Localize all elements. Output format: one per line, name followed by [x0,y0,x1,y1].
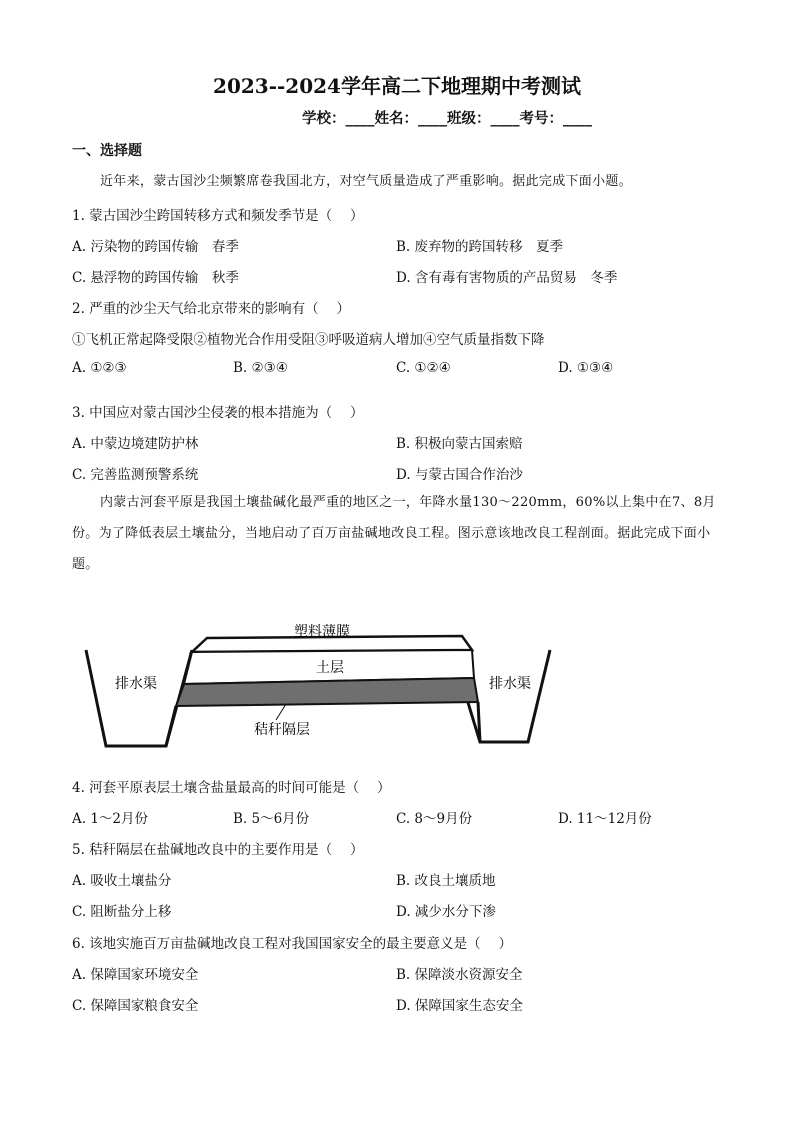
question-4-option-d[interactable]: D. 11～12月份 [558,811,652,827]
question-4-stem: 4. 河套平原表层土壤含盐量最高的时间可能是（ ） [72,780,391,796]
question-4-option-b[interactable]: B. 5～6月份 [233,811,310,827]
question-1-stem: 1. 蒙古国沙尘跨国转移方式和频发季节是（ ） [72,208,364,224]
question-1-option-d[interactable]: D. 含有毒有害物质的产品贸易 冬季 [396,270,618,286]
question-1-option-a[interactable]: A. 污染物的跨国传输 春季 [72,239,239,255]
embankment-right-side [478,702,480,742]
label-ditch-left: 排水渠 [115,677,157,692]
question-5-option-c[interactable]: C. 阻断盐分上移 [72,904,172,920]
question-2-option-a[interactable]: A. ①②③ [72,360,127,376]
label-plastic-film: 塑料薄膜 [294,625,350,640]
embankment-left-side [166,706,176,746]
question-5-option-d[interactable]: D. 减少水分下渗 [396,904,496,920]
question-1-option-b[interactable]: B. 废弃物的跨国转移 夏季 [396,239,564,255]
question-2-stem: 2. 严重的沙尘天气给北京带来的影响有（ ） [72,301,350,317]
question-6-option-b[interactable]: B. 保障淡水资源安全 [396,967,523,983]
label-straw-layer: 秸秆隔层 [254,723,310,738]
question-3-option-a[interactable]: A. 中蒙边境建防护林 [72,436,199,452]
question-5-option-b[interactable]: B. 改良土壤质地 [396,873,496,889]
passage-2: 内蒙古河套平原是我国土壤盐碱化最严重的地区之一，年降水量130～220mm，60%以上集中在7、8月份。为了降低表层土壤盐分，当地启动了百万亩盐碱地改良工程。图示意该地改良工程剖面。据此完成下面小题。 [72,495,716,572]
question-2-option-d[interactable]: D. ①③④ [558,360,614,376]
question-4-option-a[interactable]: A. 1～2月份 [72,811,149,827]
student-info-line: 学校：____姓名：____班级：____考号：____ [302,110,592,127]
question-2-option-c[interactable]: C. ①②④ [396,360,451,376]
passage-1: 近年来，蒙古国沙尘频繁席卷我国北方，对空气质量造成了严重影响。据此完成下面小题。 [100,174,633,189]
question-3-option-d[interactable]: D. 与蒙古国合作治沙 [396,467,523,483]
question-6-option-d[interactable]: D. 保障国家生态安全 [396,998,523,1014]
question-3-option-c[interactable]: C. 完善监测预警系统 [72,467,199,483]
question-6-stem: 6. 该地实施百万亩盐碱地改良工程对我国国家安全的最主要意义是（ ） [72,936,512,952]
ditch-left-outline [86,650,192,746]
page-title: 2023--2024学年高二下地理期中考测试 [213,74,581,98]
question-5-option-a[interactable]: A. 吸收土壤盐分 [72,873,172,889]
label-soil-layer: 土层 [316,661,344,676]
question-5-stem: 5. 秸秆隔层在盐碱地改良中的主要作用是（ ） [72,842,364,858]
question-3-option-b[interactable]: B. 积极向蒙古国索赔 [396,436,523,452]
section-heading: 一、选择题 [72,143,142,159]
question-2-statements: ①飞机正常起降受限②植物光合作用受阻③呼吸道病人增加④空气质量指数下降 [72,332,545,348]
question-2-option-b[interactable]: B. ②③④ [233,360,288,376]
question-6-option-c[interactable]: C. 保障国家粮食安全 [72,998,199,1014]
label-ditch-right: 排水渠 [489,677,531,692]
question-1-option-c[interactable]: C. 悬浮物的跨国传输 秋季 [72,270,239,286]
question-6-option-a[interactable]: A. 保障国家环境安全 [72,967,199,983]
question-3-stem: 3. 中国应对蒙古国沙尘侵袭的根本措施为（ ） [72,405,364,421]
question-4-option-c[interactable]: C. 8～9月份 [396,811,473,827]
soil-improvement-profile-diagram [72,612,572,772]
straw-leader-line [276,704,286,720]
